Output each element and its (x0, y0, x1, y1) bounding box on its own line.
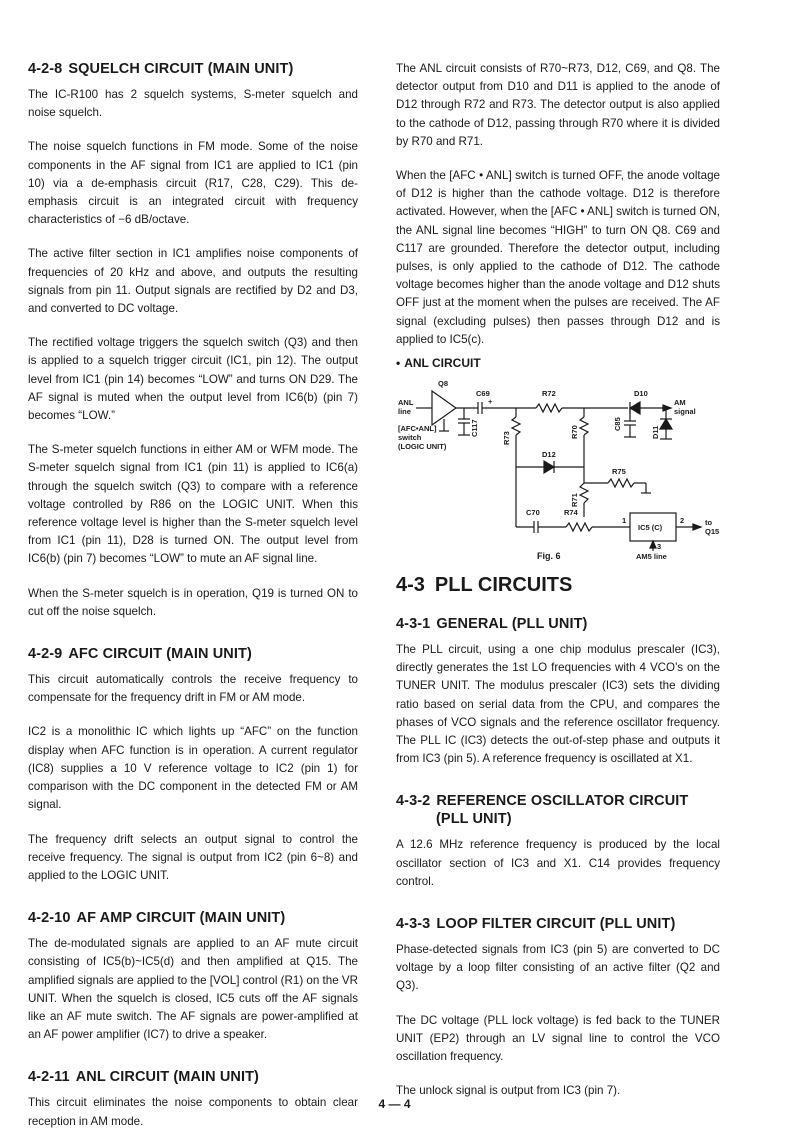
section-title-continued: (PLL UNIT) (436, 811, 512, 828)
section-number: 4-3-2 (396, 793, 431, 810)
section-4-2-8-heading (28, 60, 358, 78)
section-title: LOOP FILTER CIRCUIT (PLL UNIT) (436, 916, 676, 933)
arrow-icon (693, 524, 701, 530)
q8-label: Q8 (438, 379, 449, 389)
section-title: SQUELCH CIRCUIT (MAIN UNIT) (68, 61, 294, 77)
r75-resistor (608, 479, 634, 487)
section-number: 4-3-3 (396, 916, 431, 933)
c85-label: C85 (613, 417, 622, 432)
figure-caption: Fig. 6 (537, 551, 561, 562)
section-4-2-11-heading (28, 1068, 358, 1086)
d10-diode (630, 402, 640, 414)
paragraph: The noise squelch functions in FM mode. Some of the noise components in the AF signal from IC1 are applied to IC1 (pin 10) via a de-emphasis circuit (R17, C28, C29). This de-emphasis circuit is an integrated circuit with frequency characteristics of −6 dB/octave. (28, 140, 358, 227)
paragraph: The de-modulated signals are applied to an AF mute circuit consisting of IC5(b)~IC5(d) and then amplified at Q15. The amplified signals are applied to the [VOL] control (R1) on the VR UNIT. When the squelch is closed, IC5 cuts off the AF signals like an AF mute switch. The AF signals are power-amplified at an AF power amplifier (IC7) to drive a speaker. (28, 937, 358, 1042)
d12-diode (544, 461, 554, 473)
to-label: to (705, 518, 713, 528)
paragraph: IC2 is a monolithic IC which lights up “AFC” on the function display when AFC function is in operation. A current regulator (IC8) supplies a 10 V reference voltage to IC2 (pin 1) for comparison with the DC component in the detected FM or AM signal. (28, 725, 358, 812)
paragraph: The IC-R100 has 2 squelch systems, S-meter squelch and noise squelch. (28, 88, 358, 120)
r71-label: R71 (570, 493, 579, 508)
am5-line-label: AM5 line (636, 552, 667, 562)
section-number: 4-3 (396, 574, 425, 597)
paragraph: The ANL circuit consists of R70~R73, D12, C69, and Q8. The detector output from D10 and D11 is applied to the anode of D12 through R72 and R73. The detector output is also applied to the cathode of D12, passing through R70 where it is divided by R70 and R71. (396, 62, 720, 148)
c117-label: C117 (470, 419, 479, 438)
pin3-label: 3 (657, 542, 662, 552)
paragraph: A 12.6 MHz reference frequency is produced by the local oscillator section of IC3 and X1. C14 provides frequency control. (396, 838, 720, 888)
d12-label: D12 (542, 450, 556, 460)
paragraph: The rectified voltage triggers the squelch switch (Q3) and then is applied to a squelch trigger circuit (IC1, pin 12). The output level from IC1 (pin 14) becomes “LOW” and turns ON D29. The AF signal is muted when the output level from IC6(b) (pin 7) becomes “LOW.” (28, 336, 358, 423)
d11-diode (660, 419, 672, 429)
section-number: 4-2-8 (28, 61, 63, 77)
paragraph: The DC voltage (PLL lock voltage) is fed back to the TUNER UNIT (EP2) through an LV signal line to control the VCO oscillation frequency. (396, 1013, 720, 1064)
section-title: GENERAL (PLL UNIT) (436, 616, 588, 633)
section-4-3-heading (396, 573, 720, 597)
paragraph: This circuit automatically controls the receive frequency to compensate for the frequency drift in FM or AM mode. (28, 673, 358, 705)
paragraph: Phase-detected signals from IC3 (pin 5) are converted to DC voltage by a loop filter consisting of an active filter (Q2 and Q3). (396, 943, 720, 993)
r70-resistor (580, 417, 588, 435)
paragraph: When the [AFC • ANL] switch is turned OFF, the anode voltage of D12 is higher than the cathode voltage. D12 is therefore activated. However, when the [AFC • ANL] switch is turned ON, the ANL signal line becomes “HIGH” to turn ON Q8. C69 and C117 are grounded. Therefore the detector output, including pulses, is only applied to the cathode of D12. The cathode voltage becomes higher than the anode voltage and D12 shuts OFF just at the moment when the pulses are received. The AF signal (excluding pulses) then passes through D12 and is applied to IC5(c). (396, 169, 720, 346)
anl-circuit-diagram (396, 375, 720, 561)
section-title: ANL CIRCUIT (MAIN UNIT) (75, 1069, 259, 1086)
c69-label: C69 (476, 389, 490, 399)
anl-line-label: line (398, 407, 411, 417)
arrow-icon (650, 541, 656, 548)
c70-label: C70 (526, 508, 540, 518)
section-4-3-2-heading (396, 792, 720, 828)
switch-label: [AFC•ANL] (398, 424, 437, 434)
paragraph: This circuit eliminates the noise components to obtain clear reception in AM mode. (28, 1096, 358, 1128)
anl-line-label: ANL (398, 398, 414, 408)
r72-label: R72 (542, 389, 556, 399)
q15-label: Q15 (705, 527, 720, 537)
r73-label: R73 (502, 431, 511, 446)
paragraph: The unlock signal is output from IC3 (pin 7). (396, 1084, 621, 1098)
ic5-label: IC5 (C) (638, 523, 663, 533)
signal-label: signal (674, 407, 696, 417)
section-number: 4-3-1 (396, 616, 431, 633)
section-4-3-3-heading (396, 915, 720, 933)
paragraph: The PLL circuit, using a one chip modulus prescaler (IC3), directly generates the 1st LO frequencies with 4 VCO's on the TUNER UNIT. The modulus prescaler (IC3) sets the dividing ratio based on serial data from the CPU, and compares the phases of VCO signals and the reference oscillator frequency. The PLL IC (IC3) detects the out-of-step phase and outputs it from IC3 (pin 5). A reference frequency is oscillated at X1. (396, 643, 720, 766)
section-title: PLL CIRCUITS (434, 574, 573, 597)
pin2-label: 2 (680, 516, 685, 526)
r74-resistor (566, 523, 592, 531)
section-number: 4-2-9 (28, 646, 63, 663)
paragraph: When the S-meter squelch is in operation, Q19 is turned ON to cut off the noise squelch. (28, 586, 358, 618)
section-title: AF AMP CIRCUIT (MAIN UNIT) (76, 910, 286, 927)
page-number: 4 — 4 (378, 1097, 411, 1111)
paragraph: The S-meter squelch functions in either AM or WFM mode. The S-meter squelch signal from IC1 (pin 11) is applied to IC6(a) through the squelch switch (Q3) to compare with a reference voltage controlled by R86 on the LOGIC UNIT. When this reference voltage level is higher than the S-meter squelch level from IC1 (pin 11), D28 is turned ON. The output level from IC6(b) (pin 7) becomes “LOW” to mute an AF signal line. (28, 443, 358, 566)
am-label: AM (674, 398, 686, 408)
r73-resistor (512, 417, 520, 435)
r74-label: R74 (564, 508, 578, 518)
r70-label: R70 (570, 425, 579, 440)
section-4-2-10-heading (28, 909, 358, 927)
r75-label: R75 (612, 467, 626, 477)
section-title: AFC CIRCUIT (MAIN UNIT) (68, 646, 252, 663)
section-title: REFERENCE OSCILLATOR CIRCUIT (436, 793, 689, 810)
bullet-icon: • (396, 356, 401, 371)
d11-label: D11 (651, 425, 660, 440)
switch-label: (LOGIC UNIT) (398, 442, 447, 452)
paragraph: The frequency drift selects an output signal to control the receive frequency. The signal is output from IC2 (pin 6~8) and applied to the LOGIC UNIT. (28, 832, 358, 882)
r71-resistor (580, 483, 588, 503)
d10-label: D10 (634, 389, 648, 399)
section-number: 4-2-10 (28, 910, 71, 927)
plus-label: + (488, 397, 493, 407)
switch-label: switch (398, 433, 422, 443)
section-4-3-1-heading (396, 615, 720, 633)
diagram-title: ANL CIRCUIT (404, 356, 481, 371)
arrow-icon (663, 405, 671, 411)
paragraph: The active filter section in IC1 amplifies noise components of frequencies of 20 kHz and above, and outputs the resulting signals from pin 11. Output signals are rectified by D2 and D3, and converted to DC voltage. (28, 247, 358, 316)
right-column (396, 60, 720, 1117)
left-column (28, 60, 358, 1147)
pin1-label: 1 (622, 516, 627, 526)
anl-circuit-heading (396, 355, 720, 371)
r72-resistor (536, 404, 562, 412)
section-number: 4-2-11 (28, 1069, 70, 1086)
section-4-2-9-heading (28, 645, 358, 663)
